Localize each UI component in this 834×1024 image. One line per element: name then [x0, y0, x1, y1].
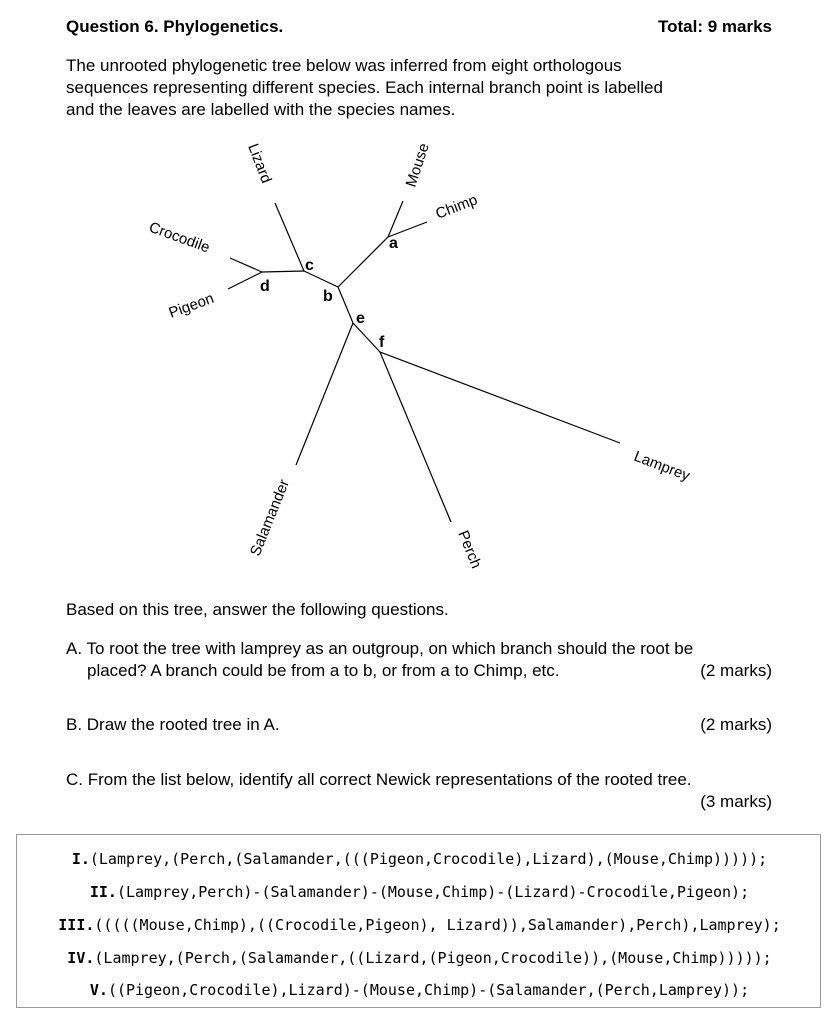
branch-c-d [262, 271, 304, 272]
branch-d-crocodile [230, 258, 262, 272]
newick-option-i [17, 849, 822, 869]
newick-option-number: IV. [67, 949, 95, 967]
leaf-label-crocodile: Crocodile [146, 218, 212, 257]
node-label-f: f [379, 334, 385, 351]
branch-c-lizard [275, 203, 304, 271]
leaf-label-pigeon: Pigeon [166, 289, 217, 322]
branch-d-pigeon [228, 272, 262, 289]
leaf-label-chimp: Chimp [433, 191, 480, 223]
branch-f-perch [380, 352, 451, 522]
newick-option-number: II. [89, 883, 117, 901]
newick-option-iii [17, 915, 822, 935]
branch-b-a [338, 237, 388, 287]
instructions-text: Based on this tree, answer the following questions. [66, 600, 449, 619]
newick-option-ii [17, 882, 822, 902]
newick-option-number: V. [89, 981, 108, 999]
question-a-line-1: A. To root the tree with lamprey as an outgroup, on which branch should the root be [66, 639, 694, 658]
question-b-marks: (2 marks) [700, 715, 772, 734]
leaf-label-lamprey: Lamprey [631, 447, 693, 485]
newick-option-text: (Lamprey,(Perch,(Salamander,((Lizard,(Pigeon,Crocodile)),(Mouse,Chimp))))); [94, 949, 772, 967]
node-label-d: d [260, 278, 270, 295]
question-a-marks: (2 marks) [700, 661, 772, 680]
newick-options-box [16, 834, 821, 1008]
newick-option-number: III. [58, 916, 95, 934]
branch-f-lamprey [380, 352, 620, 443]
question-title: Question 6. Phylogenetics. [66, 17, 284, 36]
node-label-c: c [305, 257, 314, 274]
intro-line-3: and the leaves are labelled with the species names. [66, 100, 456, 119]
newick-option-text: (Lamprey,Perch)-(Salamander)-(Mouse,Chimp)-(Lizard)-Crocodile,Pigeon); [116, 883, 750, 901]
leaf-label-perch: Perch [454, 528, 485, 571]
branch-e-f [353, 323, 380, 352]
intro-line-2: sequences representing different species. Each internal branch point is labelled [66, 78, 663, 97]
intro-line-1: The unrooted phylogenetic tree below was inferred from eight orthologous [66, 56, 622, 75]
newick-option-v [17, 980, 822, 1000]
question-b-text: B. Draw the rooted tree in A. [66, 715, 280, 734]
node-label-a: a [389, 235, 398, 252]
leaf-label-lizard: Lizard [244, 141, 275, 186]
newick-option-text: (Lamprey,(Perch,(Salamander,(((Pigeon,Crocodile),Lizard),(Mouse,Chimp))))); [89, 850, 768, 868]
branch-b-e [338, 287, 353, 323]
newick-option-iv [17, 948, 822, 968]
newick-option-text: ((Pigeon,Crocodile),Lizard)-(Mouse,Chimp)-(Salamander,(Perch,Lamprey)); [107, 981, 750, 999]
node-label-e: e [356, 310, 365, 327]
newick-option-number: I. [71, 850, 90, 868]
total-marks: Total: 9 marks [657, 17, 772, 36]
node-label-b: b [323, 288, 333, 305]
leaf-label-salamander: Salamander [246, 477, 294, 559]
branch-e-salamander [296, 323, 353, 465]
question-c-text: C. From the list below, identify all correct Newick representations of the rooted tree. [66, 770, 692, 789]
question-c-marks: (3 marks) [700, 792, 772, 811]
leaf-label-mouse: Mouse [402, 141, 433, 190]
question-a-line-2: placed? A branch could be from a to b, or from a to Chimp, etc. [87, 661, 560, 680]
newick-option-text: (((((Mouse,Chimp),((Crocodile,Pigeon), Lizard)),Salamander),Perch),Lamprey); [94, 916, 781, 934]
